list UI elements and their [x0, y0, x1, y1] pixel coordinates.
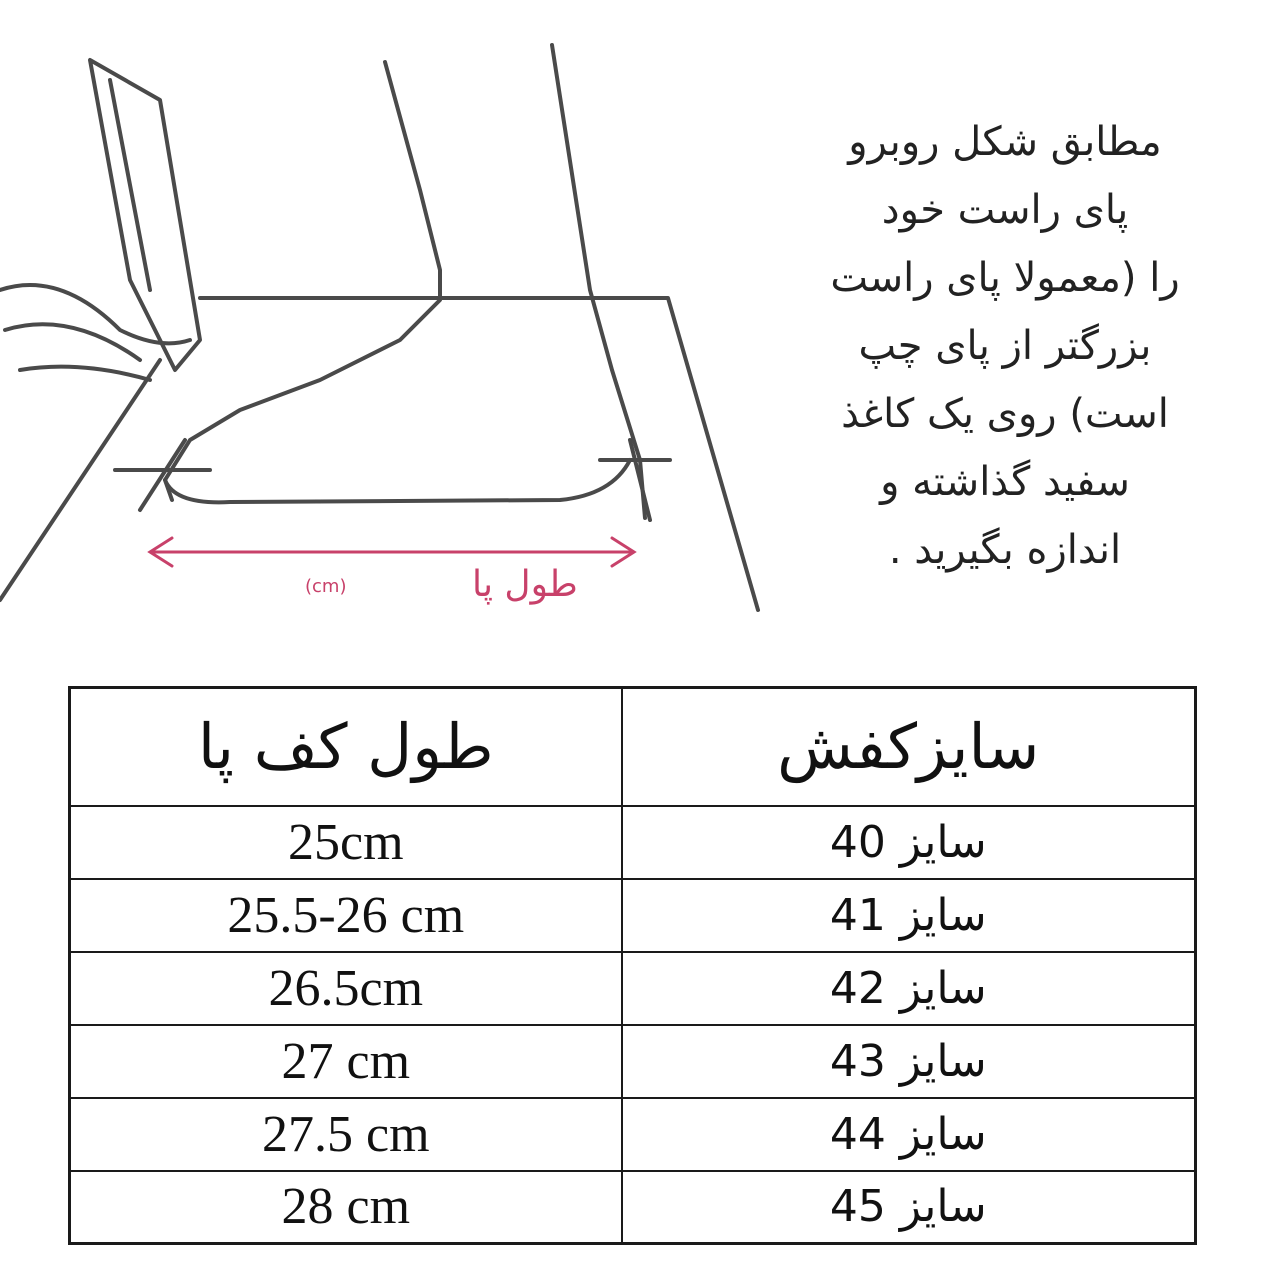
shoe-size-table: [68, 686, 1197, 1245]
shoe-size-cell: سایز 41: [622, 879, 1196, 952]
foot-measure-illustration: [0, 40, 770, 620]
paper-sheet-left-edge: [0, 360, 160, 600]
instruction-line: پای راست خود: [881, 187, 1129, 233]
instruction-line: مطابق شکل روبرو: [848, 119, 1162, 165]
leg-front-line: [165, 62, 440, 500]
table-row: [70, 806, 1196, 879]
instruction-line: اندازه بگیرید .: [888, 527, 1122, 573]
header-foot-length: طول کف پا: [70, 688, 622, 806]
table-row: [70, 1098, 1196, 1171]
table-row: [70, 1025, 1196, 1098]
table-row: [70, 879, 1196, 952]
table-row: [70, 1171, 1196, 1244]
measure-unit: (cm): [305, 576, 347, 597]
measuring-instructions: [760, 108, 1250, 584]
table-header-row: [70, 688, 1196, 806]
shoe-size-cell: سایز 44: [622, 1098, 1196, 1171]
instruction-line: سفید گذاشته و: [880, 459, 1130, 505]
foot-length-cell: 25cm: [70, 806, 622, 879]
shoe-size-cell: سایز 45: [622, 1171, 1196, 1244]
foot-length-cell: 28 cm: [70, 1171, 622, 1244]
floor-right-tick: [600, 440, 670, 520]
header-shoe-size: سایزکفش: [622, 688, 1196, 806]
foot-length-cell: 27 cm: [70, 1025, 622, 1098]
shoe-size-cell: سایز 42: [622, 952, 1196, 1025]
shoe-size-cell: سایز 43: [622, 1025, 1196, 1098]
pencil-body: [90, 60, 200, 370]
foot-length-cell: 26.5cm: [70, 952, 622, 1025]
foot-sole: [165, 460, 630, 502]
instruction-line: است) روی یک کاغذ: [841, 391, 1169, 437]
measure-label: طول پا: [472, 564, 578, 605]
foot-length-cell: 27.5 cm: [70, 1098, 622, 1171]
shoe-size-cell: سایز 40: [622, 806, 1196, 879]
instruction-line: بزرگتر از پای چپ: [858, 323, 1152, 369]
foot-length-cell: 25.5-26 cm: [70, 879, 622, 952]
hand-fingers: [0, 285, 190, 380]
instruction-line: را (معمولا پای راست: [830, 255, 1180, 301]
pencil-inner: [110, 80, 150, 290]
table-row: [70, 952, 1196, 1025]
